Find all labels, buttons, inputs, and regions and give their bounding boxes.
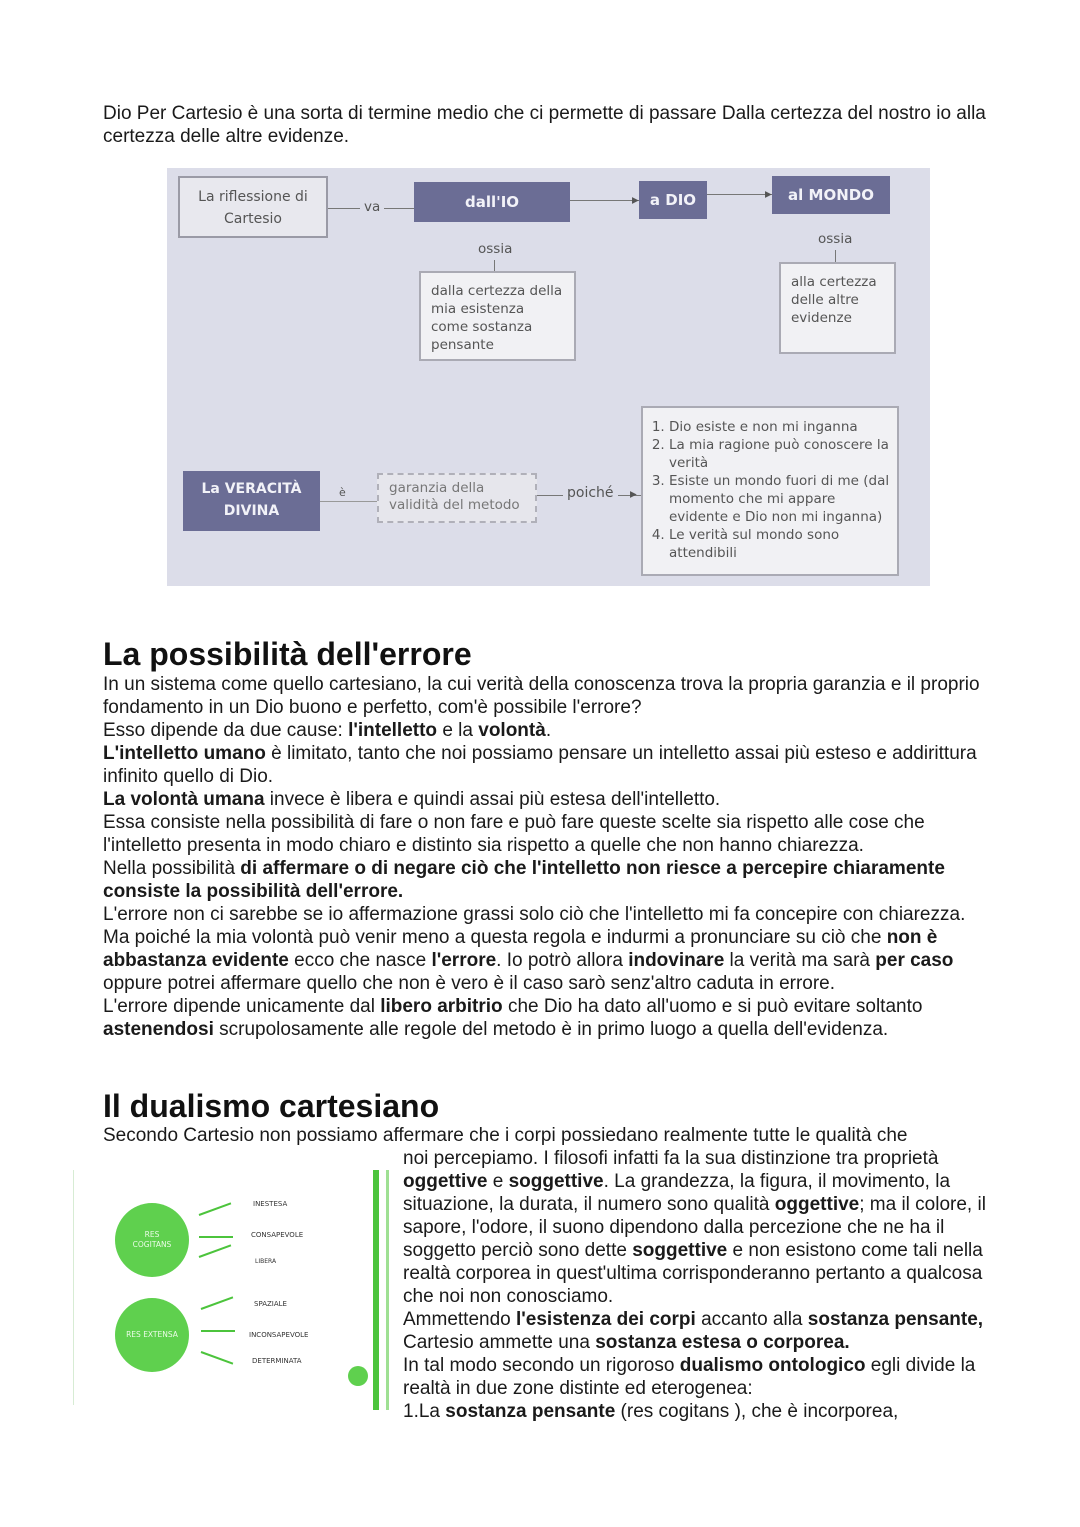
intro-paragraph: Dio Per Cartesio è una sorta di termine medio che ci permette di passare Dalla certezza del nostro io alla certezza delle altre evidenze. [103, 103, 986, 147]
res-diagram [73, 1170, 393, 1405]
certainty-world-box: alla certezza delle altre evidenze [779, 262, 896, 354]
attr-libera: LIBERA [255, 1258, 277, 1265]
ossia-label-mondo: ossia [818, 231, 853, 247]
res-cogitans-circle: RES COGITANS [115, 1203, 189, 1277]
accent-bar [386, 1170, 389, 1410]
timeline-dot [348, 1366, 368, 1386]
attr-consapevole: CONSAPEVOLE [251, 1231, 304, 1239]
list-item: 3. Esiste un mondo fuori di me (dal momento che mi appare evidente e Dio non mi inganna) [669, 472, 891, 526]
dualism-body: noi percepiamo. I filosofi infatti fa la sua distinzione tra proprietà oggettive e soggettive. La grandezza, la figura, il movimento, la situazione, la durata, il numero sono qualità oggettive; ma il colore, il sapore, l'odore, il suono dipendono dalla percezione che ne ha il soggetto perciò sono dette soggettive e non esistono come tali nella realtà corporea in quest'ultima corrisponderanno pertanto a qualcosa che noi non conosciamo. Ammettendo l'esistenza dei corpi accanto alla sostanza pensante, Cartesio ammette una sostanza estesa o corporea. In tal modo secondo un rigoroso dualismo ontologico egli divide la realtà in due zone distinte ed eterogenea: 1.La sostanza pensante (res cogitans ), che è incorporea, [403, 1148, 986, 1422]
va-label: va [360, 199, 384, 215]
poiche-label: poiché [563, 485, 618, 501]
list-item: 1. Dio esiste e non mi inganna [669, 418, 891, 436]
arrow-head-icon: ▸ [632, 192, 639, 208]
concept-map [167, 168, 930, 586]
e-label: è [339, 486, 346, 499]
ossia-label-io: ossia [478, 241, 513, 257]
res-extensa-circle: RES EXTENSA [115, 1298, 189, 1372]
attr-determinata: DETERMINATA [252, 1357, 302, 1365]
attr-inestesa: INESTESA [253, 1200, 288, 1208]
dio-box: a DIO [639, 181, 707, 219]
list-item: 2. La mia ragione può conoscere la verità [669, 436, 891, 472]
consequences-list [641, 406, 899, 576]
section-title-error: La possibilità dell'errore [103, 636, 472, 672]
arrow-head-icon: ▸ [765, 186, 772, 202]
guarantee-box: garanzia della validità del metodo [377, 473, 537, 523]
arrow-head-icon: ▸ [630, 486, 637, 502]
accent-bar [373, 1170, 379, 1410]
attr-spaziale: SPAZIALE [254, 1300, 287, 1308]
error-section-body: In un sistema come quello cartesiano, la cui verità della conoscenza trova la propria garanzia e il proprio fondamento in un Dio buono e perfetto, com'è possibile l'errore? Esso dipende da due cause: l'intelletto e la volontà. L'intelletto umano è limitato, tanto che noi possiamo pensare un intelletto assai più esteso e addirittura infinito quello di Dio. La volontà umana invece è libera e quindi assai più estesa dell'intelletto. Essa consiste nella possibilità di fare o non fare e può fare queste scelte sia rispetto alle cose che l'intelletto presenta in modo chiaro e distinto sia rispetto a quelle che non hanno chiarezza. Nella possibilità di affermare o di negare ciò che l'intelletto non riesce a percepire chiaramente consiste la possibilità dell'errore. L'errore non ci sarebbe se io affermazione grassi solo ciò che l'intelletto mi fa concepire con chiarezza. Ma poiché la mia volontà può venir meno a questa regola e indurmi a pronunciare su ciò che non è abbastanza evidente ecco che nasce l'errore. Io potrò allora indovinare la verità ma sarà per caso oppure potrei affermare quello che non è vero è il caso sarò senz'altro caduta in errore. L'errore dipende unicamente dal libero arbitrio che Dio ha dato all'uomo e si può evitare soltanto astenendosi scrupolosamente alle regole del metodo è in primo luogo a quella dell'evidenza. [103, 674, 980, 1040]
list-item: 4. Le verità sul mondo sono attendibili [669, 526, 891, 562]
mondo-box: al MONDO [772, 176, 890, 214]
section-title-dualism: Il dualismo cartesiano [103, 1088, 440, 1124]
veracity-box: La VERACITÀ DIVINA [183, 471, 320, 531]
reflection-box: La riflessione di Cartesio [178, 176, 328, 238]
certainty-self-box: dalla certezza della mia esistenza come sostanza pensante [419, 271, 576, 361]
io-box: dall'IO [414, 182, 570, 222]
attr-inconsapevole: INCONSAPEVOLE [249, 1331, 309, 1339]
dualism-intro-line: Secondo Cartesio non possiamo affermare che i corpi possiedano realmente tutte le qualità che [103, 1125, 908, 1146]
